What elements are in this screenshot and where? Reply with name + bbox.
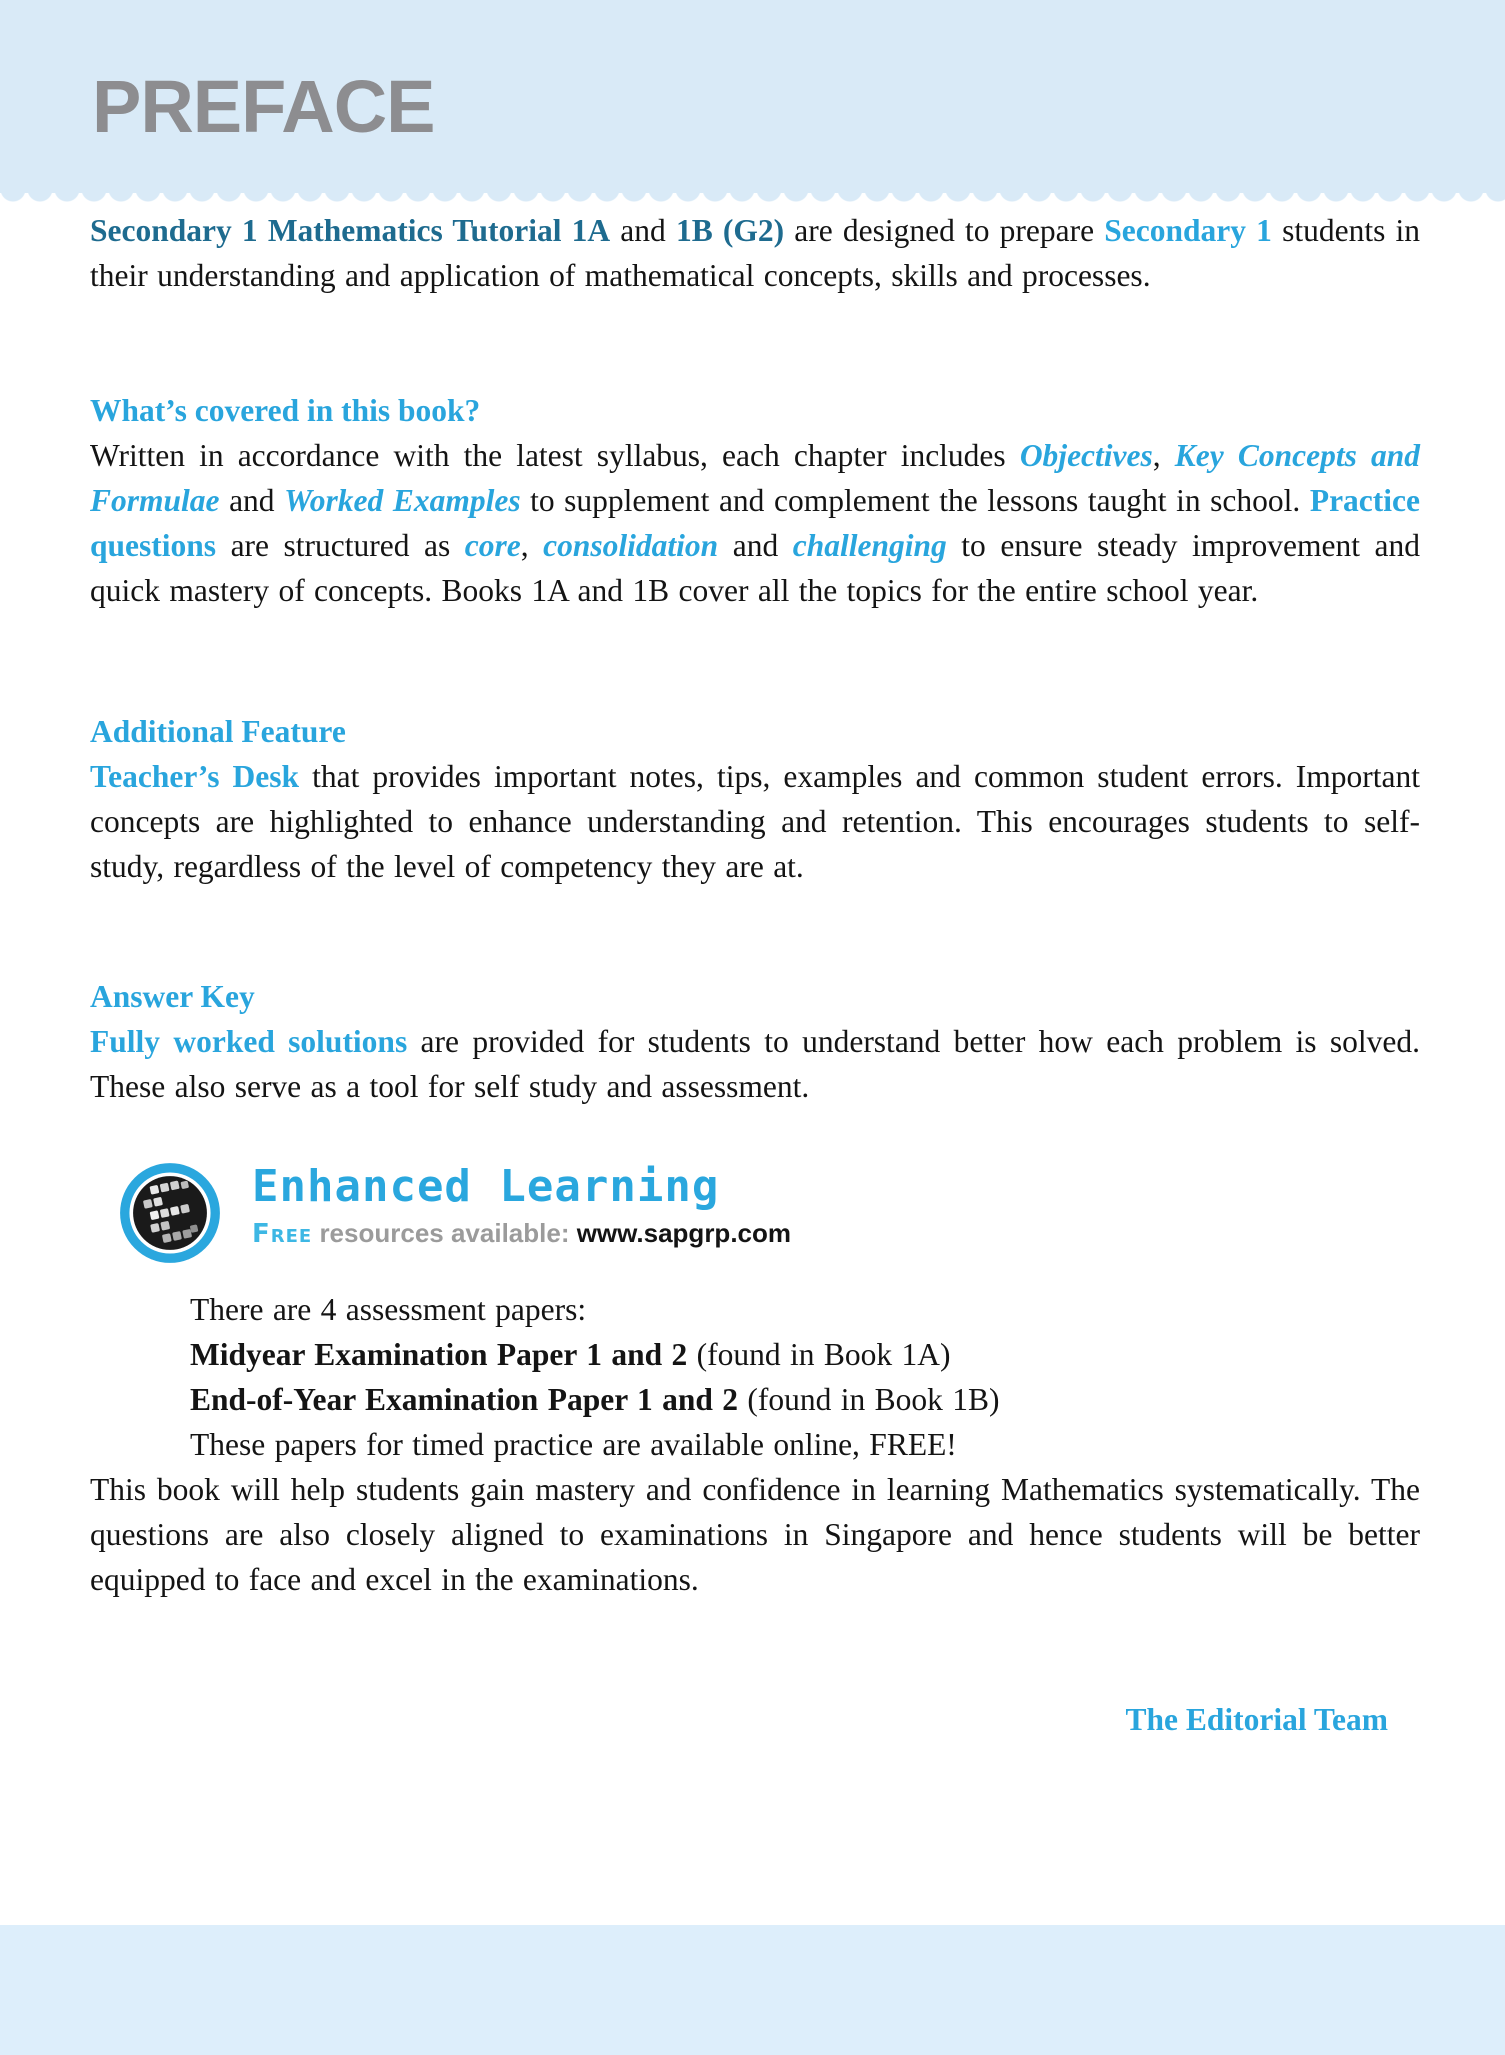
papers-line: There are 4 assessment papers: bbox=[190, 1292, 587, 1327]
papers-line: These papers for timed practice are available online, FREE! bbox=[190, 1427, 957, 1462]
scalloped-edge bbox=[0, 193, 1505, 208]
closing-paragraph: This book will help students gain mastery and confidence in learning Mathematics systematically. The questions are also closely aligned to examinations in Singapore and hence students will be better equipped to face and excel in the examinations. bbox=[90, 1472, 1420, 1597]
enhanced-learning-title: Enhanced Learning bbox=[252, 1161, 720, 1212]
enhanced-learning-block bbox=[90, 1161, 1420, 1265]
section-additional-feature bbox=[90, 709, 1420, 889]
section-paragraph: Teacher’s Desk that provides important notes, tips, examples and common student errors. Important concepts are highlighted to enhance understanding and retention. This encourages students to self-study, regardless of the level of competency they are at. bbox=[90, 759, 1420, 884]
page-title: PREFACE bbox=[92, 65, 435, 148]
assessment-papers-list bbox=[190, 1287, 1420, 1467]
intro-paragraph: Secondary 1 Mathematics Tutorial 1A and 1B (G2) are designed to prepare Secondary 1 students in their understanding and application of mathematical concepts, skills and processes. bbox=[90, 213, 1420, 293]
section-paragraph: Fully worked solutions are provided for students to understand better how each problem is solved. These also serve as a tool for self study and assessment. bbox=[90, 1024, 1420, 1104]
header-band bbox=[0, 0, 1505, 193]
section-heading: What’s covered in this book? bbox=[90, 393, 481, 428]
section-answer-key bbox=[90, 974, 1420, 1109]
papers-line: End-of-Year Examination Paper 1 and 2 (found in Book 1B) bbox=[190, 1382, 1000, 1417]
footer-band bbox=[0, 1925, 1505, 2055]
sap-pixel-logo-icon bbox=[118, 1161, 222, 1265]
editorial-team-signature: The Editorial Team bbox=[1125, 1702, 1388, 1737]
section-heading: Additional Feature bbox=[90, 714, 346, 749]
page-content bbox=[0, 208, 1505, 1738]
section-paragraph: Written in accordance with the latest syllabus, each chapter includes Objectives, Key Concepts and Formulae and Worked Examples to supplement and complement the lessons taught in school. Practice questions are structured as core, consolidation and challenging to ensure steady improvement and quick mastery of concepts. Books 1A and 1B cover all the topics for the entire school year. bbox=[90, 438, 1421, 608]
papers-line: Midyear Examination Paper 1 and 2 (found in Book 1A) bbox=[190, 1337, 951, 1372]
enhanced-learning-text bbox=[252, 1161, 791, 1250]
section-whats-covered bbox=[90, 388, 1420, 613]
enhanced-learning-subtitle: Free resources available: www.sapgrp.com bbox=[252, 1218, 791, 1249]
section-heading: Answer Key bbox=[90, 979, 255, 1014]
